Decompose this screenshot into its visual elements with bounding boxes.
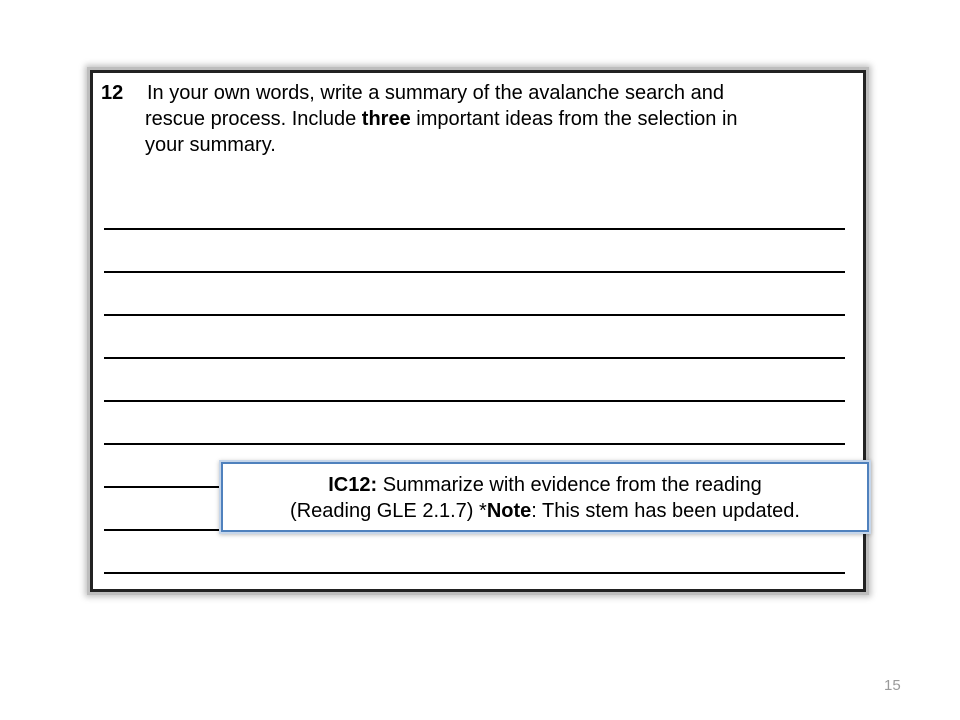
callout-standard: (Reading GLE 2.1.7) * [290,500,487,522]
answer-line[interactable] [104,228,845,230]
page-number: 15 [884,677,901,694]
callout-note-text: : This stem has been updated. [531,500,800,522]
question-line-2-start: rescue process. Include [145,108,362,130]
callout-label: IC12: [328,474,378,496]
answer-line[interactable] [104,357,845,359]
answer-line[interactable] [104,314,845,316]
question-line-2-end: important ideas from the selection in [410,108,738,130]
question-number: 12 [101,82,124,104]
question-line-3: your summary. [145,134,276,156]
callout-description: Summarize with evidence from the reading [377,474,762,496]
answer-line[interactable] [104,271,845,273]
callout-note-label: Note [486,500,532,522]
callout-line-2 [223,498,867,524]
question-line-1: In your own words, write a summary of the avalanche search and [147,82,724,104]
question-emphasis: three [361,108,411,130]
callout-line-1 [223,472,867,498]
answer-line[interactable] [104,400,845,402]
answer-line[interactable] [104,443,845,445]
answer-line[interactable] [104,572,845,574]
question-line-2 [145,106,738,132]
standard-callout [221,462,869,532]
